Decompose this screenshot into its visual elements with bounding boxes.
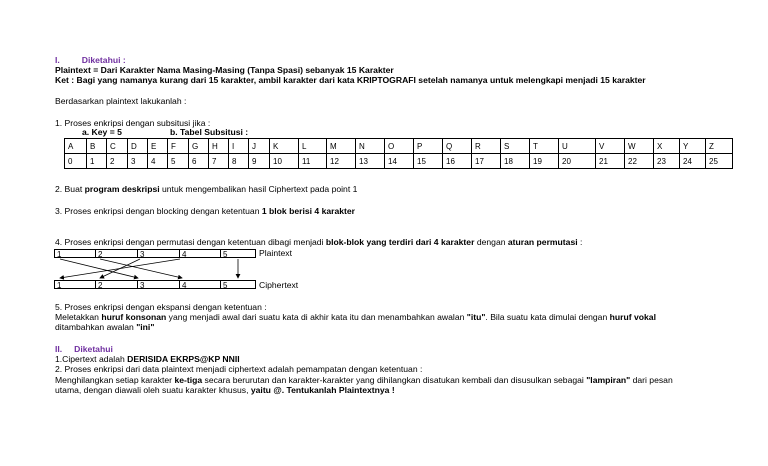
number-cell: 4 <box>148 154 168 169</box>
number-cell: 7 <box>209 154 229 169</box>
number-cell: 17 <box>472 154 501 169</box>
question-1a: a. Key = 5 <box>82 127 122 137</box>
section-1-title: Diketahui : <box>81 55 126 65</box>
plaintext-block-2: 2 <box>95 249 138 258</box>
plaintext-block-3: 3 <box>137 249 180 258</box>
letter-cell: U <box>559 139 596 154</box>
letter-cell: G <box>189 139 209 154</box>
letter-cell: B <box>87 139 107 154</box>
number-cell: 15 <box>414 154 443 169</box>
section-2-number: II. <box>55 344 63 354</box>
ciphertext-label: Ciphertext <box>259 280 299 290</box>
plaintext-label: Plaintext <box>259 248 292 258</box>
ciphertext-block-4: 4 <box>179 280 221 289</box>
number-cell: 21 <box>596 154 625 169</box>
letter-cell: S <box>501 139 530 154</box>
arrow-1-to-3 <box>60 259 138 278</box>
letter-cell: I <box>229 139 249 154</box>
arrow-4-to-1 <box>60 259 180 278</box>
question-5-line-2: ditambahkan awalan "ini" <box>55 322 155 332</box>
section-2-heading <box>55 344 113 354</box>
letter-cell: W <box>625 139 654 154</box>
number-cell: 10 <box>270 154 299 169</box>
number-cell: 12 <box>327 154 356 169</box>
arrow-2-to-4 <box>100 259 182 278</box>
number-cell: 8 <box>229 154 249 169</box>
number-cell: 6 <box>189 154 209 169</box>
compression-detail-1: Menghilangkan setiap karakter ke-tiga secara berurutan dan karakter-karakter yang dihilangkan disatukan kembali dan disusulkan sebagai "lampiran" dari pesan <box>55 375 673 385</box>
section-1-number: I. <box>55 55 60 65</box>
number-cell: 19 <box>530 154 559 169</box>
compression-rule: 2. Proses enkripsi dari data plaintext menjadi ciphertext adalah pemampatan dengan ketentuan : <box>55 364 423 374</box>
letter-cell: N <box>356 139 385 154</box>
question-2: 2. Buat program deskripsi untuk mengembalikan hasil Ciphertext pada point 1 <box>55 184 358 194</box>
question-1: 1. Proses enkripsi dengan subsitusi jika : <box>55 118 211 128</box>
question-4: 4. Proses enkripsi dengan permutasi dengan ketentuan dibagi menjadi blok-blok yang terdiri dari 4 karakter dengan aturan permutasi : <box>55 237 583 247</box>
letter-cell: V <box>596 139 625 154</box>
number-cell: 2 <box>107 154 128 169</box>
plaintext-block-4: 4 <box>179 249 221 258</box>
number-cell: 11 <box>299 154 327 169</box>
number-cell: 25 <box>706 154 733 169</box>
number-cell: 3 <box>128 154 148 169</box>
letter-cell: D <box>128 139 148 154</box>
number-cell: 18 <box>501 154 530 169</box>
letter-cell: F <box>168 139 189 154</box>
number-cell: 0 <box>65 154 87 169</box>
ket-note: Ket : Bagi yang namanya kurang dari 15 karakter, ambil karakter dari kata KRIPTOGRAFI setelah namanya untuk melengkapi menjadi 15 karakter <box>55 75 646 85</box>
letter-cell: K <box>270 139 299 154</box>
letter-cell: Z <box>706 139 733 154</box>
letter-cell: X <box>654 139 680 154</box>
number-cell: 13 <box>356 154 385 169</box>
ciphertext-block-5: 5 <box>220 280 256 289</box>
letter-cell: E <box>148 139 168 154</box>
question-5: 5. Proses enkripsi dengan ekspansi dengan ketentuan : <box>55 302 267 312</box>
number-cell: 5 <box>168 154 189 169</box>
letter-cell: R <box>472 139 501 154</box>
number-cell: 1 <box>87 154 107 169</box>
letter-cell: O <box>385 139 414 154</box>
number-cell: 22 <box>625 154 654 169</box>
ciphertext-block-1: 1 <box>54 280 96 289</box>
letter-cell: C <box>107 139 128 154</box>
letter-cell: L <box>299 139 327 154</box>
number-cell: 16 <box>443 154 472 169</box>
letter-cell: Y <box>680 139 706 154</box>
section-2-title: Diketahui <box>74 344 113 354</box>
letter-cell: A <box>65 139 87 154</box>
number-cell: 24 <box>680 154 706 169</box>
letter-cell: Q <box>443 139 472 154</box>
letter-cell: J <box>249 139 270 154</box>
letter-cell: P <box>414 139 443 154</box>
question-1b: b. Tabel Subsitusi : <box>170 127 249 137</box>
letter-cell: M <box>327 139 356 154</box>
number-cell: 23 <box>654 154 680 169</box>
plaintext-block-5: 5 <box>220 249 256 258</box>
ciphertext-block-2: 2 <box>95 280 138 289</box>
plaintext-definition: Plaintext = Dari Karakter Nama Masing-Masing (Tanpa Spasi) sebanyak 15 Karakter <box>55 65 394 75</box>
number-cell: 20 <box>559 154 596 169</box>
number-cell: 14 <box>385 154 414 169</box>
question-3: 3. Proses enkripsi dengan blocking dengan ketentuan 1 blok berisi 4 karakter <box>55 206 356 216</box>
intro-line: Berdasarkan plaintext lakukanlah : <box>55 96 187 106</box>
plaintext-block-1: 1 <box>54 249 96 258</box>
question-5-line-1: Meletakkan huruf konsonan yang menjadi awal dari suatu kata di akhir kata itu dan menambahkan awalan "itu". Bila suatu kata dimulai dengan huruf vokal <box>55 312 656 322</box>
number-cell: 9 <box>249 154 270 169</box>
ciphertext-block-3: 3 <box>137 280 180 289</box>
compression-detail-2: utama, dengan diawali oleh suatu karakter khusus, yaitu @. Tentukanlah Plaintextnya ! <box>55 385 395 395</box>
ciphertext-given: 1.Cipertext adalah DERISIDA EKRPS@KP NNII <box>55 354 240 364</box>
letter-cell: H <box>209 139 229 154</box>
letter-cell: T <box>530 139 559 154</box>
